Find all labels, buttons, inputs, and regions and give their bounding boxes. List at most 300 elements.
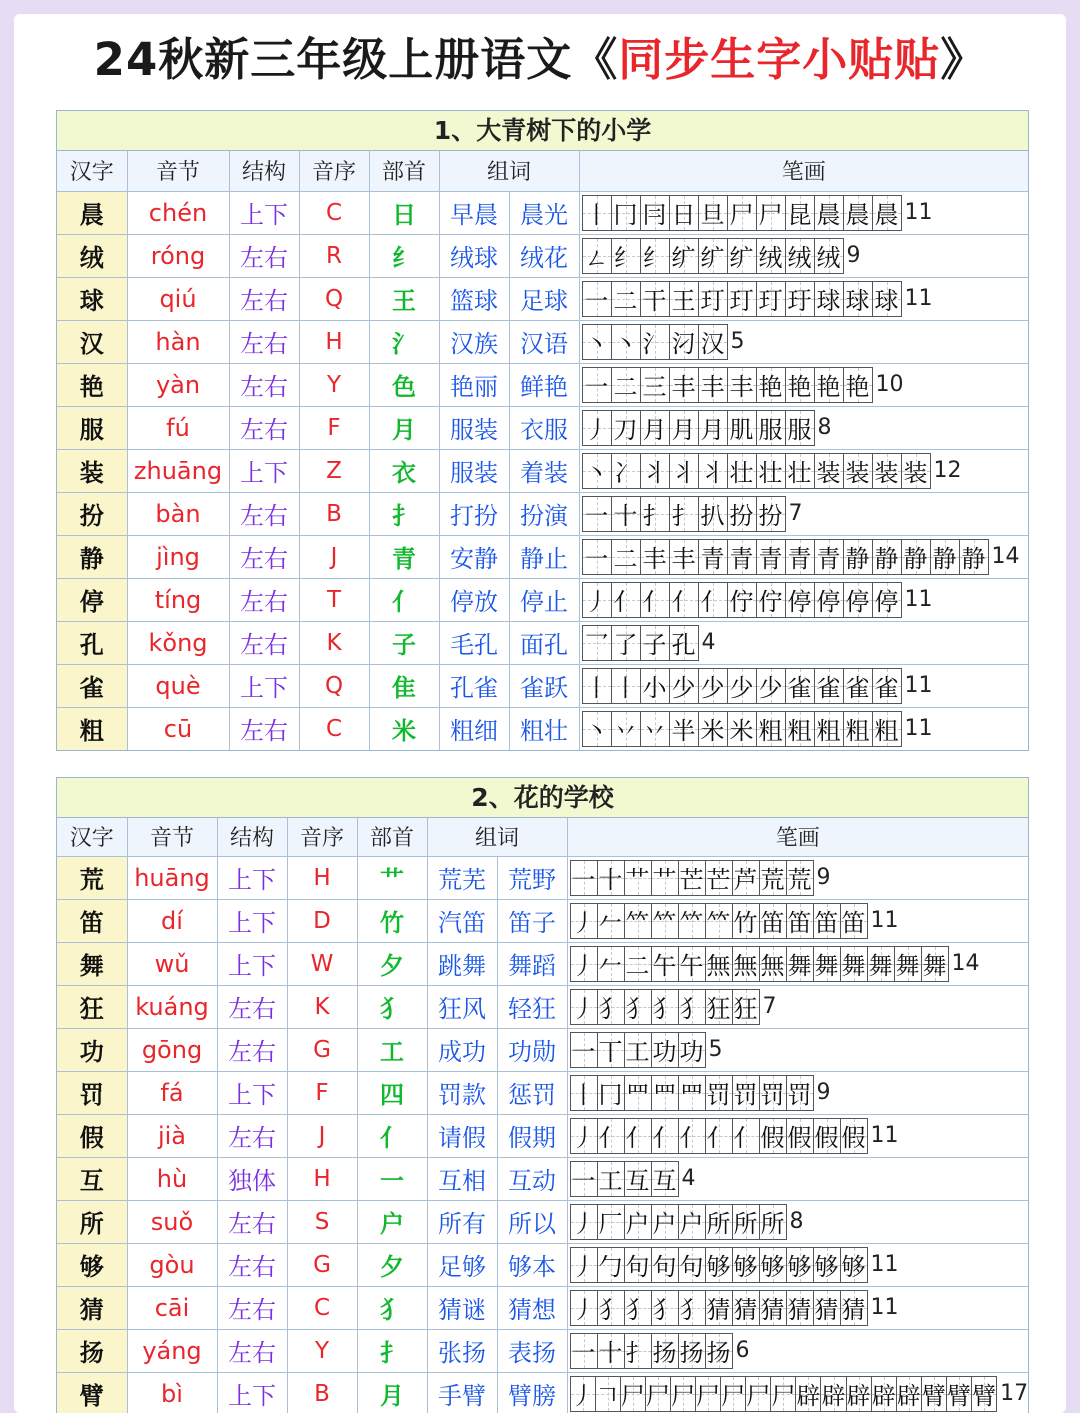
stroke-box: [678, 1333, 706, 1369]
stroke-box: [705, 946, 733, 982]
stroke-count: 7: [788, 501, 803, 526]
stroke-box: [595, 1376, 621, 1412]
stroke-box: [651, 860, 679, 896]
structure-cell: 上下: [229, 449, 299, 492]
stroke-sequence: [570, 1247, 1028, 1283]
stroke-box: [669, 238, 699, 274]
stroke-box: [698, 668, 728, 704]
stroke-box: [698, 453, 728, 489]
stroke-glyph: 假: [760, 1124, 785, 1152]
stroke-box: [640, 324, 670, 360]
stroke-count: 17: [1000, 1381, 1028, 1407]
stroke-box: [624, 946, 652, 982]
stroke-box: [669, 367, 699, 403]
structure-cell: 左右: [229, 363, 299, 406]
stroke-box: [843, 539, 873, 575]
stroke-box: [727, 195, 757, 231]
stroke-glyph: 静: [845, 545, 870, 573]
stroke-order-cell: [567, 1286, 1028, 1329]
stroke-box: [872, 453, 902, 489]
stroke-box: [597, 989, 625, 1025]
column-header: 音节: [127, 151, 229, 191]
radical-cell: 夕: [357, 942, 427, 985]
stroke-glyph: 粗: [845, 717, 870, 746]
word-cell: 孔雀: [439, 664, 509, 707]
initial-cell: Q: [299, 277, 369, 320]
stroke-box: [705, 1333, 733, 1369]
stroke-box: [669, 539, 699, 575]
stroke-glyph: 一: [571, 1339, 596, 1367]
word-cell: 请假: [427, 1114, 497, 1157]
character-cell: 功: [57, 1028, 127, 1071]
stroke-box: [813, 1247, 841, 1283]
stroke-count: 11: [904, 673, 933, 698]
stroke-box: [786, 903, 814, 939]
stroke-glyph: 装: [874, 459, 899, 487]
stroke-box: [756, 410, 786, 446]
table-row: [57, 363, 1028, 406]
radical-cell: 竹: [357, 899, 427, 942]
stroke-box: [814, 582, 844, 618]
stroke-box: [597, 860, 625, 896]
structure-cell: 上下: [229, 664, 299, 707]
character-cell: 停: [57, 578, 127, 621]
column-header: 结构: [229, 151, 299, 191]
stroke-glyph: 乛: [584, 631, 609, 659]
stroke-count: 5: [708, 1037, 723, 1062]
radical-cell: 工: [357, 1028, 427, 1071]
stroke-order-cell: [579, 492, 1028, 535]
stroke-glyph: 所: [733, 1210, 758, 1238]
word-cell: 互相: [427, 1157, 497, 1200]
stroke-glyph: 舞: [841, 952, 866, 980]
stroke-glyph: 尸: [758, 201, 783, 229]
pinyin-cell: wǔ: [127, 942, 217, 985]
stroke-glyph: 猜: [841, 1296, 866, 1324]
stroke-box: [840, 1118, 868, 1154]
stroke-box: [840, 903, 868, 939]
table-row: [57, 1243, 1028, 1286]
word-cell: 汉语: [509, 320, 579, 363]
initial-cell: K: [299, 621, 369, 664]
stroke-box: [759, 1204, 787, 1240]
stroke-box: [669, 410, 699, 446]
stroke-glyph: 丬: [700, 459, 725, 487]
stroke-glyph: 丰: [642, 545, 667, 573]
stroke-glyph: 一: [584, 502, 609, 530]
stroke-box: [785, 238, 815, 274]
stroke-box: [843, 367, 873, 403]
structure-cell: 左右: [229, 707, 299, 750]
stroke-glyph: 少: [700, 674, 725, 702]
structure-cell: 左右: [217, 1329, 287, 1372]
word-cell: 鲜艳: [509, 363, 579, 406]
initial-cell: F: [299, 406, 369, 449]
stroke-glyph: 工: [625, 1038, 650, 1066]
structure-cell: 左右: [229, 320, 299, 363]
initial-cell: J: [299, 535, 369, 578]
stroke-glyph: 够: [841, 1253, 866, 1281]
stroke-glyph: 罚: [706, 1081, 731, 1109]
stroke-box: [901, 453, 931, 489]
character-cell: 晨: [57, 191, 127, 234]
stroke-box: [759, 903, 787, 939]
initial-cell: C: [287, 1286, 357, 1329]
stroke-glyph: 半: [671, 717, 696, 746]
stroke-glyph: 壮: [729, 459, 754, 487]
stroke-box: [651, 1247, 679, 1283]
stroke-box: [814, 711, 844, 747]
stroke-box: [698, 539, 728, 575]
stroke-box: [570, 1032, 598, 1068]
stroke-glyph: 丶: [584, 459, 609, 487]
word-cell: 互动: [497, 1157, 567, 1200]
stroke-box: [640, 711, 670, 747]
stroke-box: [786, 860, 814, 896]
stroke-sequence: [570, 946, 1028, 982]
stroke-box: [624, 1290, 652, 1326]
word-cell: 臂膀: [497, 1372, 567, 1413]
word-cell: 狂风: [427, 985, 497, 1028]
word-cell: 惩罚: [497, 1071, 567, 1114]
title-highlight: 同步生字小贴贴: [618, 33, 941, 86]
stroke-box: [698, 281, 728, 317]
stroke-glyph: 丷: [642, 717, 667, 746]
stroke-glyph: 月: [671, 416, 696, 444]
radical-cell: 月: [369, 406, 439, 449]
stroke-count: 4: [701, 630, 716, 655]
stroke-box: [785, 367, 815, 403]
stroke-count: 9: [846, 243, 861, 268]
stroke-box: [597, 1290, 625, 1326]
title-open-bracket: 《: [572, 33, 619, 86]
stroke-glyph: 丬: [671, 459, 696, 487]
stroke-glyph: 所: [760, 1210, 785, 1238]
stroke-box: [582, 410, 612, 446]
word-cell: 毛孔: [439, 621, 509, 664]
stroke-glyph: 够: [787, 1253, 812, 1281]
stroke-box: [645, 1376, 671, 1412]
stroke-box: [678, 1290, 706, 1326]
word-cell: 够本: [497, 1243, 567, 1286]
initial-cell: B: [299, 492, 369, 535]
stroke-box: [785, 711, 815, 747]
radical-cell: 亻: [357, 1114, 427, 1157]
stroke-glyph: 句: [652, 1253, 677, 1281]
stroke-glyph: 雀: [787, 674, 812, 702]
stroke-glyph: 芒: [679, 866, 704, 894]
pinyin-cell: tíng: [127, 578, 229, 621]
radical-cell: 亻: [369, 578, 439, 621]
stroke-count: 14: [991, 544, 1020, 569]
stroke-box: [582, 539, 612, 575]
stroke-box: [669, 582, 699, 618]
stroke-glyph: 罚: [733, 1081, 758, 1109]
stroke-glyph: 猜: [787, 1296, 812, 1324]
stroke-box: [597, 1247, 625, 1283]
stroke-sequence: [582, 496, 1028, 532]
stroke-box: [678, 1032, 706, 1068]
stroke-glyph: 猜: [706, 1296, 731, 1324]
stroke-order-cell: [579, 363, 1028, 406]
table-row: [57, 535, 1028, 578]
radical-cell: 扌: [357, 1329, 427, 1372]
stroke-glyph: 犭: [679, 1296, 704, 1324]
radical-cell: 户: [357, 1200, 427, 1243]
stroke-glyph: 午: [679, 952, 704, 980]
stroke-sequence: [582, 367, 1028, 403]
stroke-box: [651, 1075, 679, 1111]
stroke-box: [732, 1118, 760, 1154]
word-cell: 猜谜: [427, 1286, 497, 1329]
character-cell: 静: [57, 535, 127, 578]
stroke-glyph: 扮: [758, 502, 783, 530]
stroke-order-cell: [579, 449, 1028, 492]
stroke-box: [843, 711, 873, 747]
pinyin-cell: huāng: [127, 856, 217, 899]
stroke-order-cell: [567, 1157, 1028, 1200]
stroke-box: [611, 539, 641, 575]
stroke-box: [570, 1075, 598, 1111]
stroke-glyph: 粗: [787, 717, 812, 746]
column-header: 部首: [357, 818, 427, 856]
table-row: [57, 191, 1028, 234]
stroke-box: [624, 1333, 652, 1369]
stroke-box: [785, 410, 815, 446]
stroke-box: [669, 711, 699, 747]
stroke-glyph: 尸: [771, 1382, 796, 1411]
stroke-box: [843, 195, 873, 231]
structure-cell: 上下: [217, 899, 287, 942]
radical-cell: 隹: [369, 664, 439, 707]
character-cell: 汉: [57, 320, 127, 363]
stroke-glyph: 十: [598, 1339, 623, 1367]
stroke-box: [921, 946, 949, 982]
pinyin-cell: qiú: [127, 277, 229, 320]
stroke-box: [759, 946, 787, 982]
stroke-order-cell: [567, 1114, 1028, 1157]
stroke-glyph: 笛: [760, 909, 785, 937]
stroke-box: [640, 668, 670, 704]
stroke-box: [727, 496, 757, 532]
stroke-sequence: [582, 539, 1028, 575]
pinyin-cell: gōng: [127, 1028, 217, 1071]
stroke-glyph: 纩: [671, 244, 696, 272]
word-cell: 粗细: [439, 707, 509, 750]
stroke-order-cell: [567, 1372, 1028, 1413]
stroke-box: [582, 582, 612, 618]
stroke-order-cell: [579, 234, 1028, 277]
stroke-box: [840, 946, 868, 982]
stroke-box: [698, 496, 728, 532]
stroke-glyph: 辟: [846, 1382, 871, 1411]
stroke-sequence: [582, 410, 1028, 446]
stroke-glyph: 𠂉: [598, 909, 623, 937]
stroke-box: [705, 1118, 733, 1154]
stroke-glyph: 厂: [598, 1210, 623, 1238]
stroke-glyph: 荒: [787, 866, 812, 894]
stroke-glyph: 日: [671, 201, 696, 229]
structure-cell: 左右: [229, 578, 299, 621]
stroke-glyph: 臂: [921, 1382, 946, 1411]
stroke-count: 8: [789, 1209, 804, 1234]
stroke-glyph: 尸: [620, 1382, 645, 1411]
stroke-box: [756, 281, 786, 317]
stroke-box: [624, 989, 652, 1025]
stroke-box: [640, 582, 670, 618]
initial-cell: S: [287, 1200, 357, 1243]
structure-cell: 上下: [217, 1071, 287, 1114]
stroke-box: [820, 1376, 846, 1412]
stroke-box: [651, 989, 679, 1025]
pinyin-cell: hàn: [127, 320, 229, 363]
stroke-sequence: [570, 1204, 1028, 1240]
stroke-glyph: 罚: [760, 1081, 785, 1109]
structure-cell: 左右: [229, 535, 299, 578]
word-cell: 雀跃: [509, 664, 579, 707]
stroke-glyph: 丿: [571, 1296, 596, 1324]
stroke-box: [894, 946, 922, 982]
stroke-glyph: 芦: [733, 866, 758, 894]
initial-cell: H: [299, 320, 369, 363]
stroke-box: [785, 281, 815, 317]
stroke-count: 11: [870, 1123, 899, 1148]
radical-cell: 一: [357, 1157, 427, 1200]
stroke-box: [597, 1333, 625, 1369]
stroke-box: [921, 1376, 947, 1412]
stroke-box: [871, 1376, 897, 1412]
stroke-glyph: 装: [816, 459, 841, 487]
word-cell: 荒芜: [427, 856, 497, 899]
stroke-glyph: 月: [642, 416, 667, 444]
stroke-box: [756, 711, 786, 747]
stroke-glyph: 𥫗: [625, 909, 650, 937]
stroke-glyph: 玎: [758, 287, 783, 315]
stroke-box: [597, 946, 625, 982]
stroke-glyph: 扬: [706, 1339, 731, 1367]
stroke-order-cell: [567, 985, 1028, 1028]
stroke-box: [756, 238, 786, 274]
stroke-box: [695, 1376, 721, 1412]
stroke-glyph: 玗: [787, 287, 812, 315]
column-header: 组词: [427, 818, 567, 856]
stroke-glyph: 停: [816, 588, 841, 616]
stroke-count: 11: [870, 1295, 899, 1320]
pinyin-cell: yáng: [127, 1329, 217, 1372]
stroke-glyph: 丶: [584, 330, 609, 358]
stroke-box: [597, 1075, 625, 1111]
word-cell: 手臂: [427, 1372, 497, 1413]
stroke-box: [597, 1204, 625, 1240]
stroke-glyph: 丰: [729, 373, 754, 401]
stroke-box: [597, 1032, 625, 1068]
word-cell: 所以: [497, 1200, 567, 1243]
word-cell: 荒野: [497, 856, 567, 899]
stroke-sequence: [570, 1290, 1028, 1326]
stroke-count: 12: [933, 458, 962, 483]
word-cell: 篮球: [439, 277, 509, 320]
word-cell: 静止: [509, 535, 579, 578]
structure-cell: 左右: [229, 621, 299, 664]
stroke-box: [872, 668, 902, 704]
stroke-glyph: 干: [642, 287, 667, 315]
stroke-glyph: 冂: [613, 201, 638, 229]
table-row: [57, 707, 1028, 750]
word-cell: 足够: [427, 1243, 497, 1286]
header-row: [57, 151, 1028, 191]
character-cell: 假: [57, 1114, 127, 1157]
pinyin-cell: suǒ: [127, 1200, 217, 1243]
table-row: [57, 1114, 1028, 1157]
stroke-box: [570, 1161, 598, 1197]
character-cell: 互: [57, 1157, 127, 1200]
stroke-sequence: [570, 860, 1028, 896]
stroke-box: [732, 903, 760, 939]
stroke-glyph: 丨: [571, 1081, 596, 1109]
stroke-box: [705, 860, 733, 896]
stroke-glyph: 亻: [706, 1124, 731, 1152]
stroke-count: 14: [951, 951, 980, 976]
stroke-glyph: 無: [706, 952, 731, 980]
stroke-glyph: 二: [613, 373, 638, 401]
column-header: 结构: [217, 818, 287, 856]
stroke-box: [678, 946, 706, 982]
word-cell: 绒球: [439, 234, 509, 277]
table-row: [57, 449, 1028, 492]
stroke-box: [678, 989, 706, 1025]
stroke-box: [651, 1161, 679, 1197]
column-header: 笔画: [567, 818, 1028, 856]
stroke-glyph: 笛: [841, 909, 866, 937]
character-cell: 所: [57, 1200, 127, 1243]
pinyin-cell: zhuāng: [127, 449, 229, 492]
stroke-box: [786, 1290, 814, 1326]
stroke-glyph: 静: [874, 545, 899, 573]
stroke-glyph: ㄥ: [584, 244, 609, 272]
stroke-box: [756, 496, 786, 532]
stroke-box: [597, 1161, 625, 1197]
stroke-box: [727, 582, 757, 618]
stroke-box: [756, 582, 786, 618]
initial-cell: G: [287, 1243, 357, 1286]
stroke-box: [611, 582, 641, 618]
stroke-box: [814, 453, 844, 489]
character-cell: 臂: [57, 1372, 127, 1413]
initial-cell: C: [299, 191, 369, 234]
table-row: [57, 1200, 1028, 1243]
stroke-box: [624, 1032, 652, 1068]
stroke-glyph: 犭: [625, 995, 650, 1023]
character-cell: 罚: [57, 1071, 127, 1114]
stroke-glyph: 服: [758, 416, 783, 444]
structure-cell: 左右: [217, 1028, 287, 1071]
pinyin-cell: què: [127, 664, 229, 707]
stroke-glyph: 辟: [796, 1382, 821, 1411]
stroke-box: [611, 453, 641, 489]
stroke-box: [624, 1118, 652, 1154]
radical-cell: 夕: [357, 1243, 427, 1286]
stroke-box: [698, 410, 728, 446]
stroke-glyph: 假: [841, 1124, 866, 1152]
pinyin-cell: fá: [127, 1071, 217, 1114]
stroke-glyph: 丶: [584, 717, 609, 746]
column-header: 汉字: [57, 818, 127, 856]
stroke-glyph: 够: [706, 1253, 731, 1281]
table-row: [57, 1028, 1028, 1071]
stroke-glyph: 亻: [598, 1124, 623, 1152]
stroke-sequence: [582, 238, 1028, 274]
stroke-glyph: 扮: [729, 502, 754, 530]
